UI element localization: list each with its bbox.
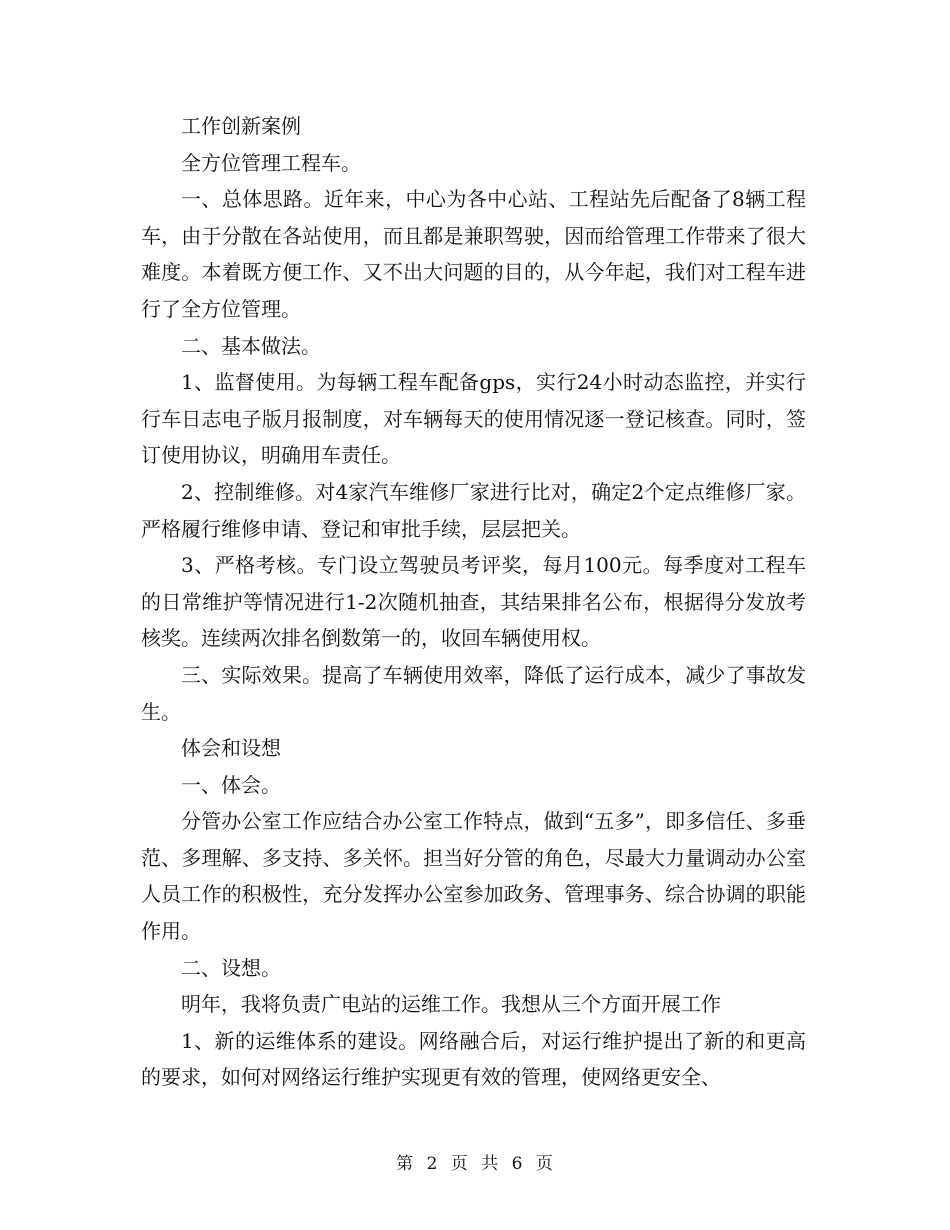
section-plans: 二、设想。 xyxy=(181,955,281,980)
section-basic-practice: 二、基本做法。 xyxy=(181,333,321,358)
paragraph-supervise-use: 1、监督使用。为每辆工程车配备gps，实行24小时动态监控，并实行行车日志电子版月报制度，对车辆每天的使用情况逐一登记核查。同时，签订使用协议，明确用车责任。 xyxy=(141,370,806,468)
paragraph-actual-effect: 三、实际效果。提高了车辆使用效率，降低了运行成本，减少了事故发生。 xyxy=(141,662,806,724)
document-body xyxy=(141,108,806,1096)
heading-experience-plans: 体会和设想 xyxy=(181,736,281,761)
paragraph-strict-assessment: 3、严格考核。专门设立驾驶员考评奖，每月100元。每季度对工程车的日常维护等情况进行1-2次随机抽查，其结果排名公布，根据得分发放考核奖。连续两次排名倒数第一的，收回车辆使用权。 xyxy=(141,553,806,651)
paragraph-next-year: 明年，我将负责广电站的运维工作。我想从三个方面开展工作 xyxy=(181,992,721,1017)
paragraph-overall-idea: 一、总体思路。近年来，中心为各中心站、工程站先后配备了8辆工程车，由于分散在各站使用，而且都是兼职驾驶，因而给管理工作带来了很大难度。本着既方便工作、又不出大问题的目的，从今年起，我们对工程车进行了全方位管理。 xyxy=(141,187,806,321)
paragraph-control-repair: 2、控制维修。对4家汽车维修厂家进行比对，确定2个定点维修厂家。严格履行维修申请、登记和审批手续，层层把关。 xyxy=(141,479,806,541)
paragraph-experience: 分管办公室工作应结合办公室工作特点，做到“五多”，即多信任、多垂范、多理解、多支持、多关怀。担当好分管的角色，尽最大力量调动办公室人员工作的积极性，充分发挥办公室参加政务、管理事务、综合协调的职能作用。 xyxy=(141,809,806,944)
paragraph-new-system: 1、新的运维体系的建设。网络融合后，对运行维护提出了新的和更高的要求，如何对网络运行维护实现更有效的管理，使网络更安全、 xyxy=(141,1028,806,1090)
case-heading: 工作创新案例 xyxy=(181,114,301,138)
case-title: 全方位管理工程车。 xyxy=(181,150,361,175)
page-number-footer: 第 2 页 共 6 页 xyxy=(396,1154,554,1174)
section-experience: 一、体会。 xyxy=(181,772,281,797)
